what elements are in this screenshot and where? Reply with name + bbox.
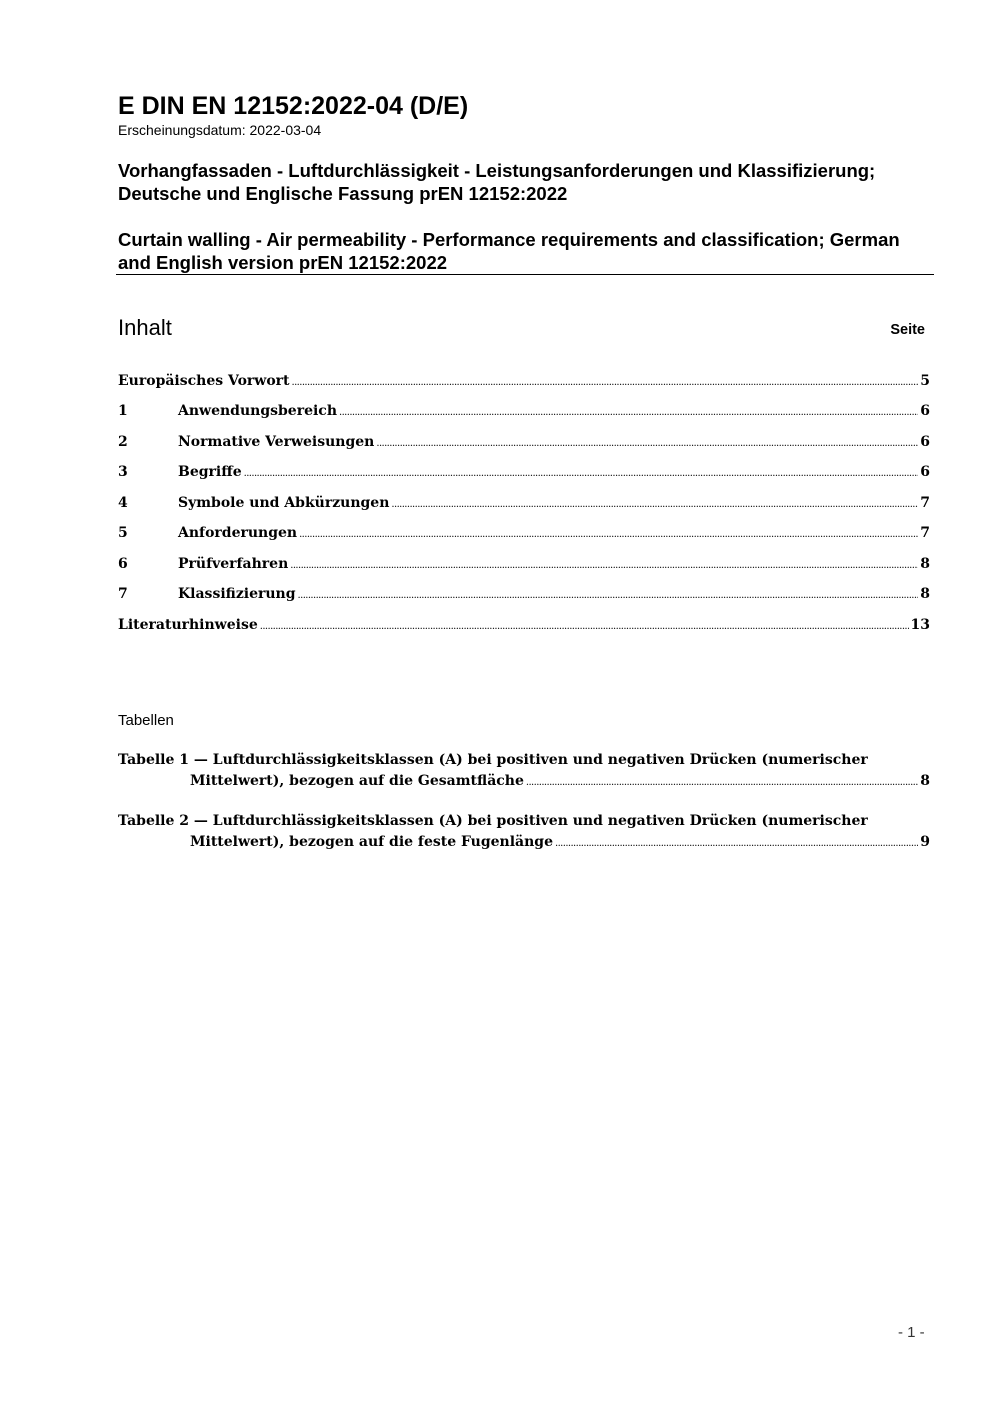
- toc-leader: [260, 617, 909, 637]
- tables-heading: Tabellen: [118, 712, 174, 729]
- header-rule: [116, 274, 934, 275]
- toc-entry-page: 8: [920, 586, 930, 602]
- toc-leader: [299, 525, 918, 545]
- table-entry-page: 9: [920, 834, 930, 850]
- toc-entry-number: 5: [118, 525, 128, 541]
- toc-entry-page: 7: [920, 495, 930, 511]
- table-entry-1[interactable]: [118, 750, 930, 793]
- toc-entry-foreword[interactable]: [118, 371, 930, 391]
- toc-leader: [526, 772, 918, 793]
- toc-entry-page: 6: [920, 464, 930, 480]
- table-entry-line1: Tabelle 2 — Luftdurchlässigkeitsklassen (A) bei positiven und negativen Drücken (numerischer: [118, 813, 868, 829]
- toc-entry-number: 6: [118, 556, 128, 572]
- table-entry-line2: [190, 771, 930, 793]
- title-english: Curtain walling - Air permeability - Performance requirements and classification; German and English version prEN 12152:2022: [118, 229, 900, 273]
- toc-leader: [391, 495, 918, 515]
- toc-entry-page: 8: [920, 556, 930, 572]
- toc-entry-1[interactable]: [118, 401, 930, 421]
- toc-entry-page: 6: [920, 403, 930, 419]
- toc-entry-title: Anforderungen: [178, 525, 298, 541]
- toc-entry-5[interactable]: [118, 523, 930, 543]
- toc-entry-3[interactable]: [118, 462, 930, 482]
- toc-entry-title: Literaturhinweise: [118, 617, 258, 633]
- toc-entry-page: 5: [920, 373, 930, 389]
- toc-leader: [244, 464, 919, 484]
- toc-leader: [292, 373, 919, 393]
- toc-entry-number: 2: [118, 434, 128, 450]
- document-id: E DIN EN 12152:2022-04 (D/E): [118, 92, 469, 120]
- table-entry-line1: Tabelle 1 — Luftdurchlässigkeitsklassen (A) bei positiven und negativen Drücken (numerischer: [118, 752, 868, 768]
- toc-leader: [298, 586, 919, 606]
- table-entry-title: Mittelwert), bezogen auf die feste Fugenlänge: [190, 834, 553, 850]
- toc-leader: [339, 403, 918, 423]
- toc-leader: [555, 833, 918, 854]
- toc-entry-page: 6: [920, 434, 930, 450]
- toc-entry-title: Prüfverfahren: [178, 556, 289, 572]
- table-entry-2[interactable]: [118, 811, 930, 854]
- toc-entry-page: 13: [910, 617, 930, 633]
- toc-entry-title: Europäisches Vorwort: [118, 373, 290, 389]
- page-number: - 1 -: [898, 1324, 925, 1341]
- toc-entry-title: Symbole und Abkürzungen: [178, 495, 390, 511]
- toc-entry-title: Anwendungsbereich: [178, 403, 337, 419]
- toc-entry-4[interactable]: [118, 493, 930, 513]
- toc-leader: [376, 434, 918, 454]
- table-entry-line2: [190, 832, 930, 854]
- toc-entry-2[interactable]: [118, 432, 930, 452]
- toc-entry-number: 3: [118, 464, 128, 480]
- toc-entry-6[interactable]: [118, 554, 930, 574]
- table-entry-page: 8: [920, 773, 930, 789]
- title-german: Vorhangfassaden - Luftdurchlässigkeit - Leistungsanforderungen und Klassifizierung; Deutsche und Englische Fassung prEN 12152:2022: [118, 160, 876, 204]
- toc-entry-number: 7: [118, 586, 128, 602]
- publication-date: Erscheinungsdatum: 2022-03-04: [118, 122, 322, 138]
- toc-entry-number: 1: [118, 403, 128, 419]
- toc-heading: Inhalt: [118, 315, 172, 340]
- toc-page-column-label: Seite: [890, 322, 925, 338]
- toc-entry-bibliography[interactable]: [118, 615, 930, 635]
- toc-entry-title: Normative Verweisungen: [178, 434, 375, 450]
- toc-leader: [290, 556, 918, 576]
- toc-entry-page: 7: [920, 525, 930, 541]
- toc-entry-number: 4: [118, 495, 128, 511]
- toc-entry-7[interactable]: [118, 584, 930, 604]
- table-entry-title: Mittelwert), bezogen auf die Gesamtfläche: [190, 773, 524, 789]
- toc-entry-title: Klassifizierung: [178, 586, 296, 602]
- toc-entry-title: Begriffe: [178, 464, 242, 480]
